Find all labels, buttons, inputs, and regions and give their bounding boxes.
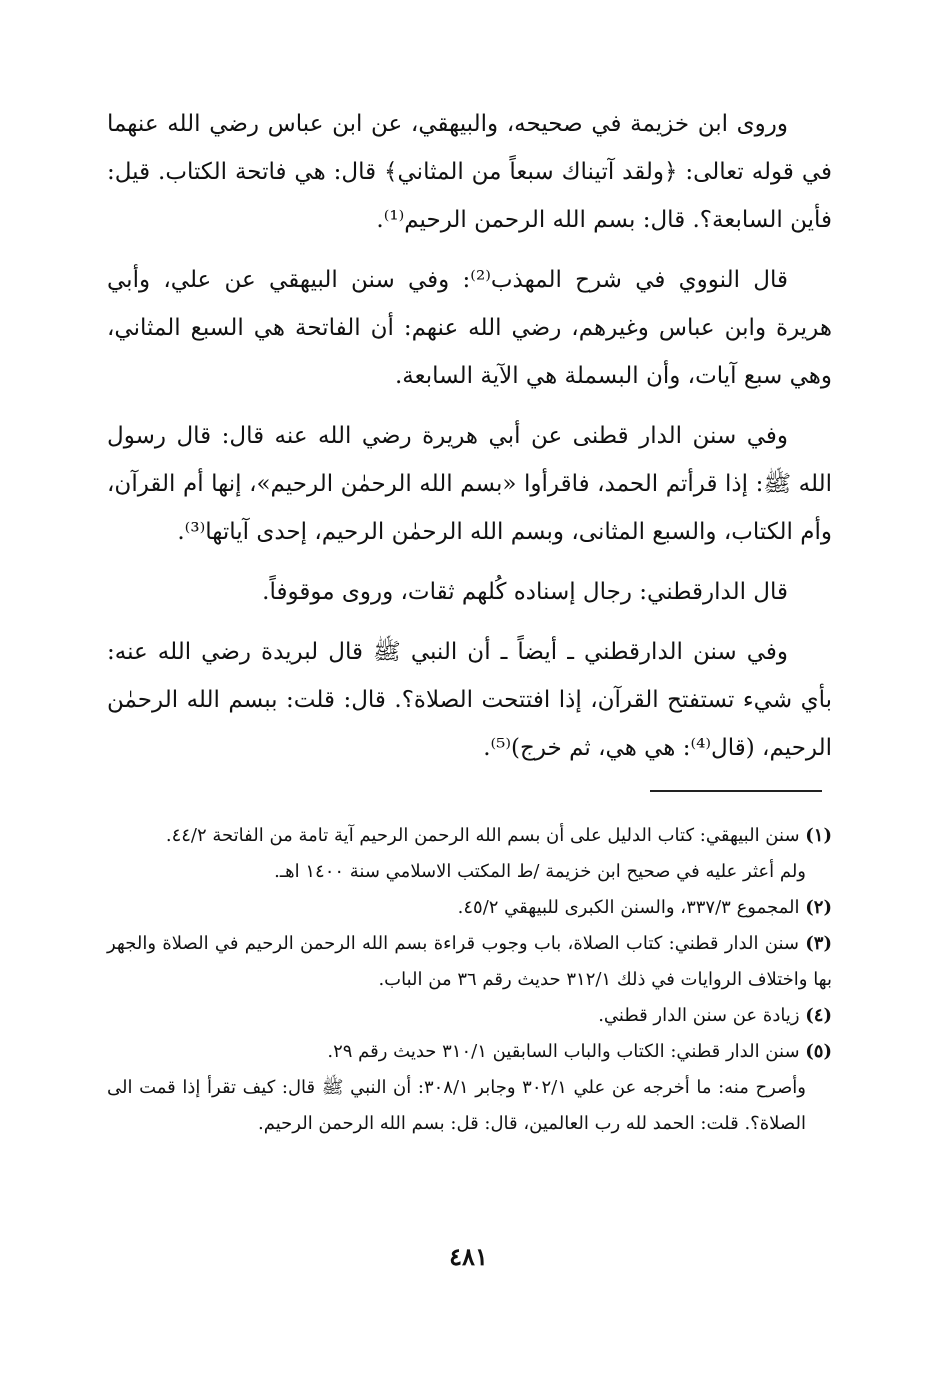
footnote-number: (٤) <box>805 1005 832 1026</box>
paragraph-1: وروى ابن خزيمة في صحيحه، والبيهقي، عن ابن عباس رضي الله عنهما في قوله تعالى: ﴿ولقد آتيناك سبعاً من المثاني﴾ قال: هي فاتحة الكتاب. قيل: فأين السابعة؟. قال: بسم الله الرحمن الرحيم⁽¹⁾. <box>107 111 832 233</box>
footnote-text: سنن الدار قطني: كتاب الصلاة، باب وجوب قراءة بسم الله الرحمن الرحيم في الصلاة والجهر بها واختلاف الروايات في ذلك ٣١٢/١ حديث رقم ٣٦ من الباب. <box>107 933 832 990</box>
footnote-text: المجموع ٣٣٧/٣، والسنن الكبرى للبيهقي ٤٥/٢. <box>457 897 800 918</box>
footnote-text: زيادة عن سنن الدار قطني. <box>598 1005 800 1026</box>
footnote-3 <box>107 926 832 998</box>
paragraph-3: وفي سنن الدار قطنى عن أبي هريرة رضي الله عنه قال: قال رسول الله ﷺ: إذا قرأتم الحمد، فاقرأوا «بسم الله الرحمٰن الرحيم»، إنها أم القرآن، وأم الكتاب، والسبع المثانى، وبسم الله الرحمٰن الرحيم، إحدى آياتها⁽³⁾. <box>107 423 832 545</box>
footnote-1-continuation <box>107 854 832 890</box>
paragraph-2: قال النووي في شرح المهذب⁽²⁾: وفي سنن البيهقي عن علي، وأبي هريرة وابن عباس وغيرهم، رضي الله عنهم: أن الفاتحة هي السبع المثاني، وهي سبع آيات، وأن البسملة هي الآية السابعة. <box>107 267 832 389</box>
footnote-5-continuation <box>107 1070 832 1142</box>
paragraph-4: قال الدارقطني: رجال إسناده كُلهم ثقات، وروى موقوفاً. <box>262 579 788 605</box>
footnote-number: (٢) <box>805 897 832 918</box>
main-text <box>107 100 832 784</box>
footnote-5 <box>107 1034 832 1070</box>
page-number: ٤٨١ <box>449 1242 488 1271</box>
footnote-text: ولم أعثر عليه في صحيح ابن خزيمة /ط المكتب الاسلامي سنة ١٤٠٠ اهـ. <box>274 861 806 882</box>
footnotes <box>107 818 832 1142</box>
footnote-number: (٣) <box>805 933 832 954</box>
footnote-number: (٥) <box>805 1041 832 1062</box>
footnote-text: وأصرح منه: ما أخرجه عن علي ٣٠٢/١ وجابر ٣٠٨/١: أن النبي ﷺ قال: كيف تقرأ إذا قمت الى الصلاة؟. قلت: الحمد لله رب العالمين، قال: قل: بسم الله الرحمن الرحيم. <box>107 1077 806 1134</box>
footnote-text: سنن البيهقي: كتاب الدليل على أن بسم الله الرحمن الرحيم آية تامة من الفاتحة ٤٤/٢. <box>165 825 800 846</box>
footnote-text: سنن الدار قطني: الكتاب والباب السابقين ٣١٠/١ حديث رقم ٢٩. <box>327 1041 800 1062</box>
footnote-2 <box>107 890 832 926</box>
footnote-number: (١) <box>805 825 832 846</box>
paragraph-5: وفي سنن الدارقطني ـ أيضاً ـ أن النبي ﷺ قال لبريدة رضي الله عنه: بأي شيء تستفتح القرآن، إذا افتتحت الصلاة؟. قال: قلت: ببسم الله الرحمٰن الرحيم، (قال⁽⁴⁾: هي هي، ثم خرج)⁽⁵⁾. <box>107 639 832 761</box>
footnote-4 <box>107 998 832 1034</box>
footnote-1 <box>107 818 832 854</box>
footnote-divider <box>650 790 822 792</box>
